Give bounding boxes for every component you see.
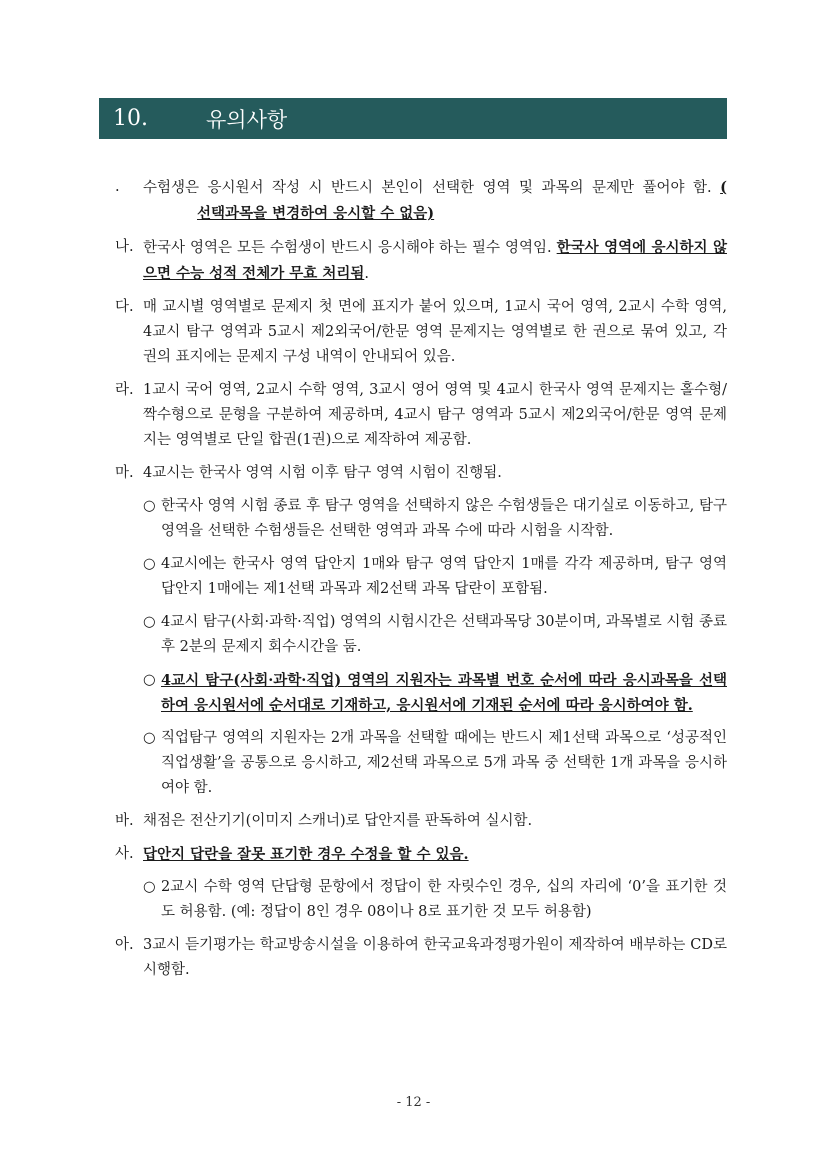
- item-marker: 다.: [115, 299, 134, 315]
- item-marker: .: [115, 179, 120, 195]
- section-title: 유의사항: [206, 107, 288, 132]
- circle-bullet-icon: ○: [143, 879, 156, 895]
- item-text: 1교시 국어 영역, 2교시 수학 영역, 3교시 영어 영역 및 4교시 한국사 영역 문제지는 홀수형/짝수형으로 문형을 구분하여 제공하며, 4교시 탐구 영역과 5교시 제2외국어/한문 영역 문제지는 영역별로 단일 합권(1권)으로 제작하여 제공함.: [143, 382, 727, 448]
- sub-list-item: [143, 494, 727, 544]
- section-number: 10.: [113, 106, 148, 131]
- page-number: - 12 -: [396, 1095, 431, 1110]
- item-marker: 라.: [115, 382, 134, 398]
- item-text: 3교시 듣기평가는 학교방송시설을 이용하여 한국교육과정평가원이 제작하여 배부하는 CD로 시행함.: [143, 937, 727, 978]
- list-item: [115, 175, 727, 227]
- sub-list-item: [143, 552, 727, 602]
- item-text: 한국사 영역은 모든 수험생이 반드시 응시해야 하는 필수 영역임.: [143, 240, 552, 256]
- list-item: [115, 842, 727, 867]
- sub-item-text: 한국사 영역 시험 종료 후 탐구 영역을 선택하지 않은 수험생들은 대기실로 이동하고, 탐구 영역을 선택한 수험생들은 선택한 영역과 과목 수에 따라 시험을 시작함.: [161, 498, 727, 539]
- item-text: 매 교시별 영역별로 문제지 첫 면에 표지가 붙어 있으며, 1교시 국어 영역, 2교시 수학 영역, 4교시 탐구 영역과 5교시 제2외국어/한문 영역 문제지는 영역별로 한 권으로 묶여 있고, 각 권의 표지에는 문제지 구성 내역이 안내되어 있음.: [143, 299, 727, 365]
- sub-list-item: [143, 726, 727, 801]
- circle-bullet-icon: ○: [143, 672, 156, 688]
- item-emphasis: 답안지 답란을 잘못 표기한 경우 수정을 할 수 있음.: [143, 846, 469, 863]
- circle-bullet-icon: ○: [143, 730, 156, 746]
- list-item: [115, 809, 727, 834]
- circle-bullet-icon: ○: [143, 614, 156, 630]
- list-item: [115, 295, 727, 370]
- item-marker: 나.: [115, 239, 134, 255]
- list-item: 나. 한국사 영역은 모든 수험생이 반드시 응시해야 하는 필수 영역임. 한국사 영역에 응시하지 않으면 수능 성적 전체가 무효 처리됨.: [115, 235, 727, 287]
- sub-list-item: [143, 668, 727, 718]
- sub-item-text: 2교시 수학 영역 단답형 문항에서 정답이 한 자릿수인 경우, 십의 자리에 ‘0’을 표기한 것도 허용함. (예: 정답이 8인 경우 08이나 8로 표기한 것 모두 허용함): [161, 879, 727, 920]
- item-text: 4교시는 한국사 영역 시험 이후 탐구 영역 시험이 진행됨.: [143, 465, 502, 481]
- sub-item-text: 4교시 탐구(사회·과학·직업) 영역의 지원자는 과목별 번호 순서에 따라 응시과목을 선택하여 응시원서에 순서대로 기재하고, 응시원서에 기재된 순서에 따라 응시하여야 함.: [161, 672, 727, 714]
- item-text: 수험생은 응시원서 작성 시 반드시 본인이 선택한 영역 및 과목의 문제만 풀어야 함.: [143, 180, 712, 196]
- section-header: [99, 98, 727, 139]
- item-text: 채점은 전산기기(이미지 스캐너)로 답안지를 판독하여 실시함.: [143, 813, 533, 829]
- item-marker: 바.: [115, 813, 134, 829]
- circle-bullet-icon: ○: [143, 498, 156, 514]
- sub-item-text: 4교시에는 한국사 영역 답안지 1매와 탐구 영역 답안지 1매를 각각 제공하며, 탐구 영역 답안지 1매에는 제1선택 과목과 제2선택 과목 답란이 포함됨.: [161, 556, 727, 597]
- item-emphasis: (선택과목을 변경하여 응시할 수 없음): [197, 179, 727, 222]
- list-item: [115, 933, 727, 983]
- list-item: [115, 378, 727, 453]
- item-emphasis: 한국사 영역에 응시하지 않으면 수능 성적 전체가 무효 처리됨: [143, 239, 727, 282]
- item-marker: 마.: [115, 465, 134, 481]
- sub-list-item: [143, 875, 727, 925]
- sub-list-item: [143, 610, 727, 660]
- item-marker: 아.: [115, 937, 134, 953]
- list-item: [115, 461, 727, 486]
- item-marker: 사.: [115, 846, 134, 862]
- circle-bullet-icon: ○: [143, 556, 156, 572]
- sub-item-text: 직업탐구 영역의 지원자는 2개 과목을 선택할 때에는 반드시 제1선택 과목으로 ‘성공적인 직업생활’을 공통으로 응시하고, 제2선택 과목으로 5개 과목 중 선택한 1개 과목을 응시하여야 함.: [161, 730, 727, 796]
- notice-list: [115, 175, 727, 991]
- sub-item-text: 4교시 탐구(사회·과학·직업) 영역의 시험시간은 선택과목당 30분이며, 과목별로 시험 종료 후 2분의 문제지 회수시간을 둠.: [161, 614, 727, 655]
